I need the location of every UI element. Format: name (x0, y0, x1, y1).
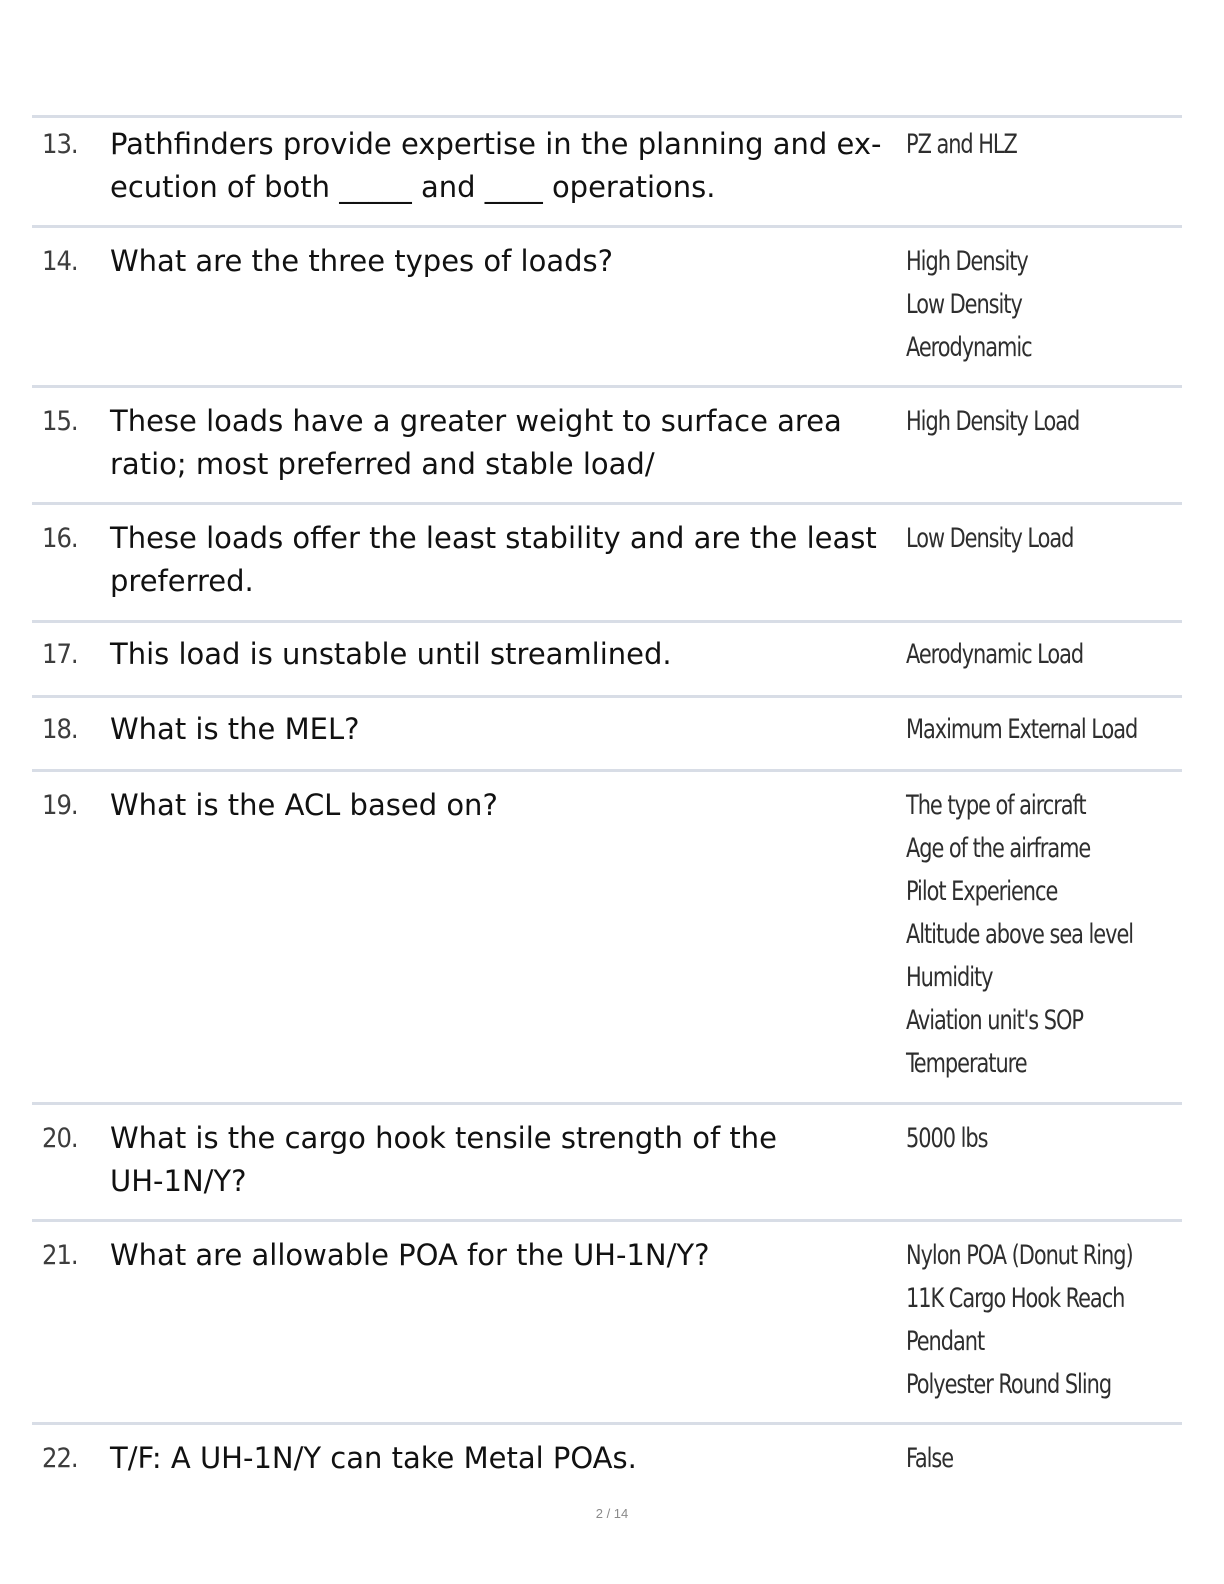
answer-line: Pendant (906, 1326, 985, 1357)
answer-text (906, 517, 1143, 620)
question-number: 19. (42, 790, 78, 821)
question-text: These loads have a greater weight to surface area ratio; most preferred and stable load/ (110, 404, 842, 481)
answer-line: Aerodynamic (906, 332, 1032, 363)
question-text: What are allowable POA for the UH-1N/Y? (110, 1238, 710, 1272)
question-text: This load is unstable until streamlined. (110, 637, 672, 671)
answer-line: Nylon POA (Donut Ring) (906, 1240, 1133, 1271)
answer-text (906, 1117, 1143, 1219)
answer-text (906, 240, 1143, 385)
answer-text (906, 784, 1143, 1102)
answer-line: Low Density (906, 289, 1022, 320)
answer-line: 11K Cargo Hook Reach (906, 1283, 1125, 1314)
question-number: 17. (42, 639, 78, 670)
question-number: 14. (42, 246, 78, 277)
qa-row (32, 695, 1182, 769)
qa-row (32, 115, 1182, 225)
qa-row (32, 1219, 1182, 1422)
answer-line: High Density Load (906, 406, 1080, 437)
answer-line: High Density (906, 246, 1028, 277)
question-text: These loads offer the least stability and are the least preferred. (110, 521, 877, 598)
qa-row (32, 225, 1182, 385)
answer-line: Humidity (906, 962, 993, 993)
answer-line: Aviation unit's SOP (906, 1005, 1083, 1036)
answer-line: Altitude above sea level (906, 919, 1134, 950)
answer-text (906, 123, 1143, 225)
answer-line: Temperature (906, 1048, 1027, 1079)
answer-text (906, 1437, 1143, 1497)
question-text: What is the MEL? (110, 712, 360, 746)
qa-row (32, 620, 1182, 695)
answer-text (906, 400, 1143, 502)
answer-line: False (906, 1443, 954, 1474)
question-text: Pathfinders provide expertise in the planning and ex- ecution of both _____ and ____ operations. (110, 127, 882, 204)
answer-line: Maximum External Load (906, 714, 1138, 745)
question-number: 22. (42, 1443, 78, 1474)
question-number: 18. (42, 714, 78, 745)
qa-row (32, 385, 1182, 502)
answer-line: Polyester Round Sling (906, 1369, 1112, 1400)
answer-line: 5000 lbs (906, 1123, 988, 1154)
answer-line: Pilot Experience (906, 876, 1058, 907)
question-text: T/F: A UH-1N/Y can take Metal POAs. (110, 1441, 637, 1475)
answer-line: Age of the airframe (906, 833, 1091, 864)
answer-line: The type of aircraft (906, 790, 1086, 821)
qa-row (32, 1422, 1182, 1497)
question-number: 21. (42, 1240, 78, 1271)
qa-row (32, 502, 1182, 620)
question-number: 20. (42, 1123, 78, 1154)
answer-line: Low Density Load (906, 523, 1074, 554)
question-number: 16. (42, 523, 78, 554)
question-text: What is the cargo hook tensile strength of the UH-1N/Y? (110, 1121, 777, 1198)
qa-list (32, 115, 1182, 1497)
page-number: 2 / 14 (595, 1506, 629, 1521)
answer-text (906, 633, 1143, 695)
qa-row (32, 769, 1182, 1102)
answer-text (906, 1234, 1143, 1422)
answer-text (906, 708, 1143, 769)
answer-line: PZ and HLZ (906, 129, 1017, 160)
question-number: 15. (42, 406, 78, 437)
question-number: 13. (42, 129, 78, 160)
answer-line: Aerodynamic Load (906, 639, 1084, 670)
question-text: What are the three types of loads? (110, 244, 614, 278)
question-text: What is the ACL based on? (110, 788, 498, 822)
qa-row (32, 1102, 1182, 1219)
